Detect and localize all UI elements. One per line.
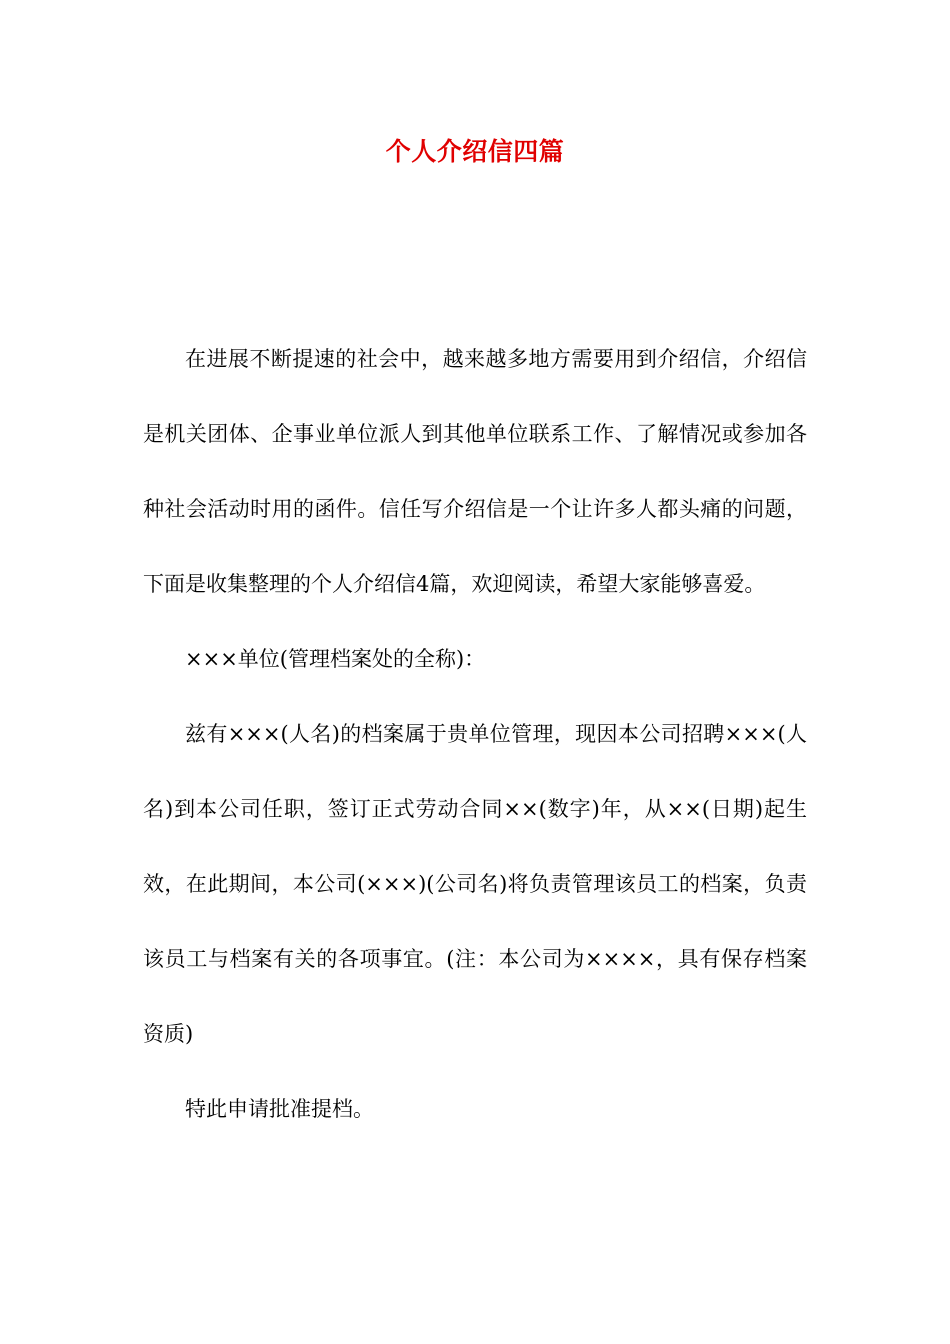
document-title: 个人介绍信四篇 (385, 137, 565, 166)
closing-paragraph: 特此申请批准提档。 (185, 1097, 374, 1121)
salutation-paragraph: ×××单位(管理档案处的全称)： (185, 647, 486, 671)
document-body (143, 322, 807, 1147)
intro-paragraph: 在进展不断提速的社会中，越来越多地方需要用到介绍信，介绍信是机关团体、企事业单位派人到其他单位联系工作、了解情况或参加各种社会活动时用的函件。信任写介绍信是一个让许多人都头痛的问题，下面是收集整理的个人介绍信4篇，欢迎阅读，希望大家能够喜爱。 (143, 347, 807, 596)
main-body-paragraph: 兹有×××(人名)的档案属于贵单位管理，现因本公司招聘×××(人名)到本公司任职，签订正式劳动合同××(数字)年，从××(日期)起生效，在此期间，本公司(×××)(公司名)将负责管理该员工的档案，负责该员工与档案有关的各项事宜。(注：本公司为××××，具有保存档案资质) (143, 722, 807, 1046)
